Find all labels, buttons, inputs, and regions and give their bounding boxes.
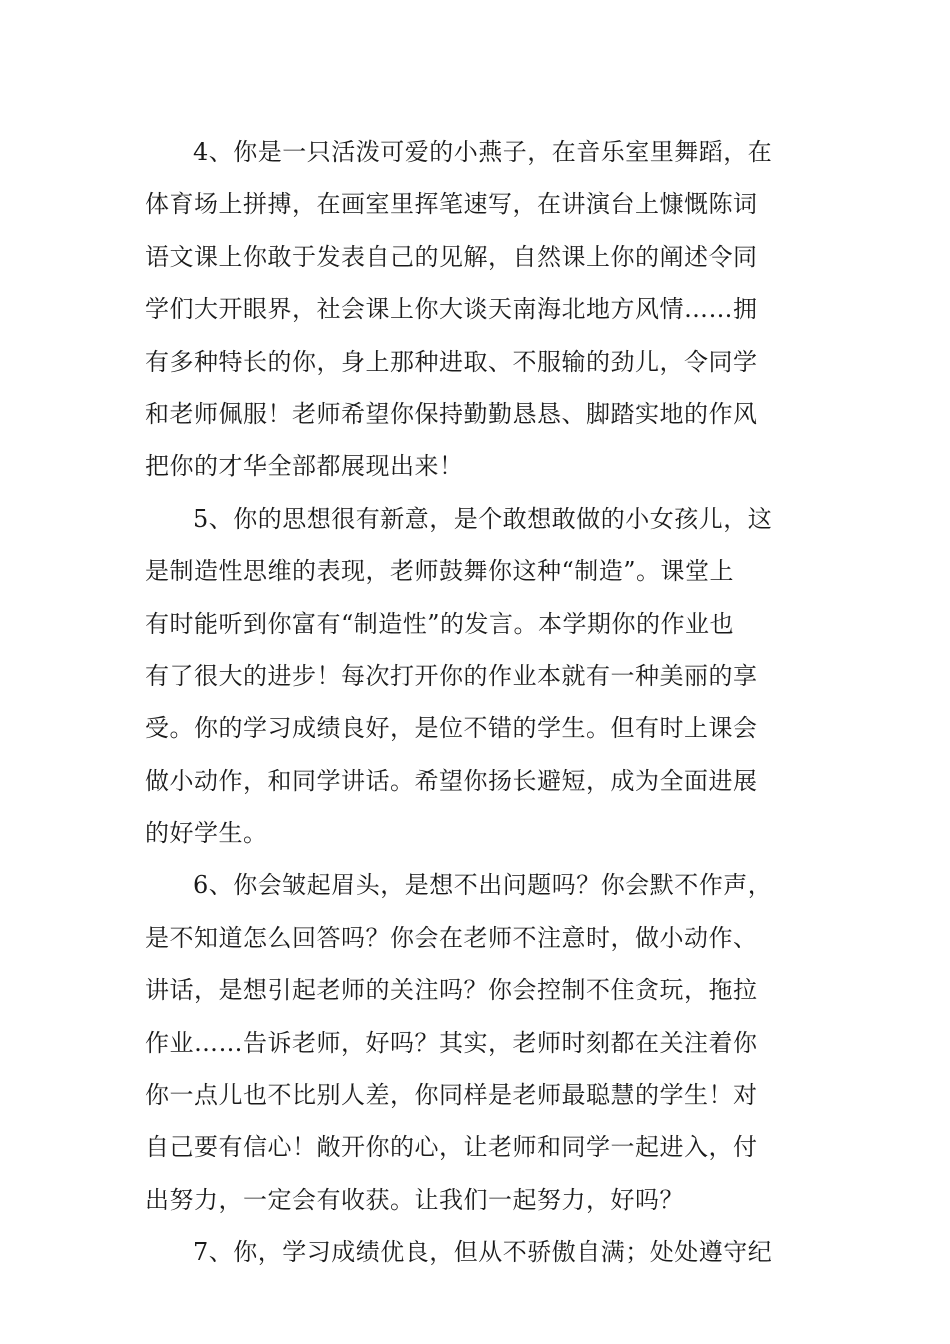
text-line: 你一点儿也不比别人差，你同样是老师最聪慧的学生！对	[145, 1081, 758, 1110]
text-line: 的好学生。	[145, 819, 268, 848]
text-line: 自己要有信心！敞开你的心，让老师和同学一起进入，付	[145, 1133, 758, 1162]
text-line: 出努力，一定会有收获。让我们一起努力，好吗？	[145, 1185, 684, 1214]
text-line: 受。你的学习成绩良好，是位不错的学生。但有时上课会	[145, 714, 758, 743]
text-line: 有多种特长的你，身上那种进取、不服输的劲儿，令同学	[145, 347, 758, 376]
text-line: 有时能听到你富有“制造性”的发言。本学期你的作业也	[145, 609, 735, 638]
text-line: 学们大开眼界，社会课上你大谈天南海北地方风情……拥	[145, 295, 758, 324]
text-line: 5、你的思想很有新意，是个敢想敢做的小女孩儿，这	[193, 504, 773, 533]
paragraph-7	[145, 1226, 805, 1278]
text-line: 讲话，是想引起老师的关注吗？你会控制不住贪玩，拖拉	[145, 976, 758, 1005]
text-line: 是制造性思维的表现，老师鼓舞你这种“制造”。课堂上	[145, 557, 735, 586]
paragraph-5	[145, 493, 805, 860]
text-line: 体育场上拼搏，在画室里挥笔速写，在讲演台上慷慨陈词	[145, 190, 758, 219]
text-line: 语文课上你敢于发表自己的见解，自然课上你的阐述令同	[145, 242, 758, 271]
text-line: 作业……告诉老师，好吗？其实，老师时刻都在关注着你	[145, 1028, 758, 1057]
document-page	[145, 126, 805, 1279]
text-line: 是不知道怎么回答吗？你会在老师不注意时，做小动作、	[145, 923, 758, 952]
text-line: 把你的才华全部都展现出来！	[145, 452, 464, 481]
text-line: 4、你是一只活泼可爱的小燕子，在音乐室里舞蹈，在	[193, 138, 773, 166]
text-line: 6、你会皱起眉头，是想不出问题吗？你会默不作声，	[193, 871, 773, 900]
text-line: 和老师佩服！老师希望你保持勤勤恳恳、脚踏实地的作风	[145, 399, 758, 428]
paragraph-6	[145, 859, 805, 1226]
text-line: 做小动作，和同学讲话。希望你扬长避短，成为全面进展	[145, 766, 758, 795]
text-line: 有了很大的进步！每次打开你的作业本就有一种美丽的享	[145, 661, 758, 690]
paragraph-4	[145, 126, 805, 493]
text-line: 7、你，学习成绩优良，但从不骄傲自满；处处遵守纪	[193, 1238, 773, 1267]
